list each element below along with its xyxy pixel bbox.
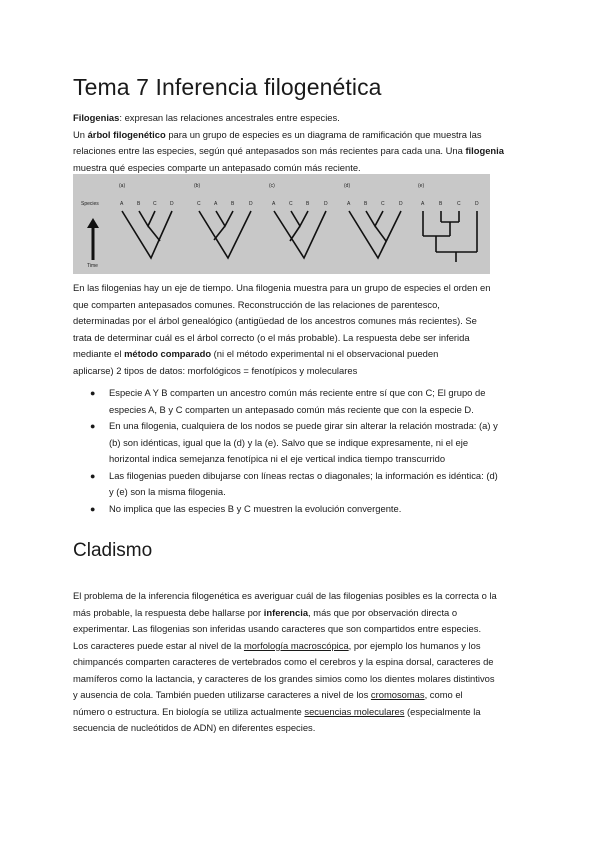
tip-label: B bbox=[439, 201, 443, 207]
paragraph-eje-tiempo: En las filogenias hay un eje de tiempo. Una filogenia muestra para un grupo de especies el orden en que comparten antepasados comunes. Reconstrucción de las relaciones de parentesco, determinadas por el árbol genealógico (antigüedad de los ancestros comunes más recientes). Se trata de determinar cuál es el árbol correcto (o el más probable). La respuesta debe ser inferida mediante el método comparado (ni el método experimental ni el observacional pueden aplicarse) 2 tipos de datos: morfológicos = fenotípicos y moleculares bbox=[73, 282, 491, 376]
tip-label: A bbox=[421, 201, 425, 207]
intro-paragraph: Filogenias: expresan las relaciones ancestrales entre especies. Un árbol filogenético para un grupo de especies es un diagrama de ramificación que muestra las relaciones entre las especies, según qué antepasados son más recientes para cada una. Una filogenia muestra qué especies comparte un antepasado común más reciente. bbox=[73, 112, 504, 173]
term-morfologia-macroscopica: morfología macroscópica bbox=[243, 639, 349, 651]
tip-label: C bbox=[197, 201, 201, 207]
tip-label: A bbox=[120, 201, 124, 207]
list-item: ● En una filogenia, cualquiera de los nodos se puede girar sin alterar la relación mostrada: (a) y (b) son idénticas, igual que la (d) y la (e). Salvo que se indique expresamente, ni el eje horizontal indica semejanza fenotípica ni el eje vertical indica tiempo transcurrido bbox=[90, 420, 498, 464]
panel-tag-a: (a) bbox=[119, 183, 126, 189]
tree-d bbox=[344, 183, 403, 258]
tip-label: D bbox=[170, 201, 174, 207]
tip-label: A bbox=[347, 201, 351, 207]
term-filogenias: Filogenias bbox=[73, 112, 120, 123]
panel-tag-b: (b) bbox=[194, 183, 201, 189]
paragraph-cladismo: El problema de la inferencia filogenética es averiguar cuál de las filogenias posibles es la correcta o la más probable, la respuesta debe hallarse por inferencia, más que por observación directa o experimentar. Las filogenias son inferidas usando caracteres que son compartidos entre especies. Los caracteres puede estar al nivel de la morfología macroscópica, por ejemplo los humanos y los chimpancés comparten caracteres de vertebrados como el cerebros y la espina dorsal, caracteres de mamíferos como la lactancia, y caracteres de los grandes simios como los dientes molares distintivos y ausencia de cola. También pueden utilizarse caracteres a nivel de los cromosomas, como el número o estructura. En biología se utiliza actualmente secuencias moleculares (especialmente la secuencia de nucleótidos de ADN) en diferentes especies. bbox=[73, 590, 497, 733]
phylogeny-figure bbox=[73, 174, 490, 274]
time-arrow bbox=[87, 218, 99, 260]
panel-tag-d: (d) bbox=[344, 183, 351, 189]
tree-c bbox=[269, 183, 328, 258]
species-label: Species bbox=[81, 201, 99, 207]
tip-label: A bbox=[214, 201, 218, 207]
tip-label: C bbox=[457, 201, 461, 207]
term-secuencias-moleculares: secuencias moleculares bbox=[304, 705, 405, 717]
bullet-icon: ● bbox=[90, 503, 96, 514]
tip-label: B bbox=[231, 201, 235, 207]
tip-label: B bbox=[364, 201, 368, 207]
tip-label: C bbox=[289, 201, 293, 207]
term-arbol-filogenetico: árbol filogenético bbox=[87, 128, 166, 140]
section-title-cladismo: Cladismo bbox=[73, 540, 153, 561]
term-inferencia: inferencia bbox=[263, 606, 309, 618]
tip-label: C bbox=[153, 201, 157, 207]
term-metodo-comparado: método comparado bbox=[124, 348, 212, 359]
tip-label: B bbox=[306, 201, 310, 207]
tip-label: D bbox=[249, 201, 253, 207]
bullet-icon: ● bbox=[90, 470, 96, 481]
bullet-icon: ● bbox=[90, 421, 96, 431]
tip-label: A bbox=[272, 201, 276, 207]
list-item: ● No implica que las especies B y C muestren la evolución convergente. bbox=[73, 501, 533, 518]
tip-label: D bbox=[399, 201, 403, 207]
tip-label: C bbox=[381, 201, 385, 207]
page-title: Tema 7 Inferencia filogenética bbox=[73, 74, 382, 100]
tip-label: D bbox=[475, 201, 479, 207]
bullet-list bbox=[73, 385, 533, 517]
term-cromosomas: cromosomas bbox=[370, 689, 425, 700]
term-filogenia: filogenia bbox=[465, 145, 504, 156]
panel-tag-e: (e) bbox=[418, 183, 425, 189]
bullet-icon: ● bbox=[90, 388, 96, 398]
tip-label: D bbox=[324, 201, 328, 207]
tip-label: B bbox=[137, 201, 141, 207]
tree-e bbox=[418, 183, 479, 262]
time-label: Time bbox=[87, 263, 98, 269]
tree-b bbox=[194, 183, 253, 258]
phylogeny-trees bbox=[73, 174, 490, 274]
list-item: ● Especie A Y B comparten un ancestro común más reciente entre sí que con C; El grupo de especies A, B y C comparten un antepasado común más reciente que con la especie D. bbox=[90, 387, 486, 415]
list-item: ● Las filogenias pueden dibujarse con líneas rectas o diagonales; la información es idéntica: (d) y (e) son la misma filogenia. bbox=[90, 469, 498, 497]
tree-a bbox=[119, 183, 174, 258]
panel-tag-c: (c) bbox=[269, 183, 275, 189]
